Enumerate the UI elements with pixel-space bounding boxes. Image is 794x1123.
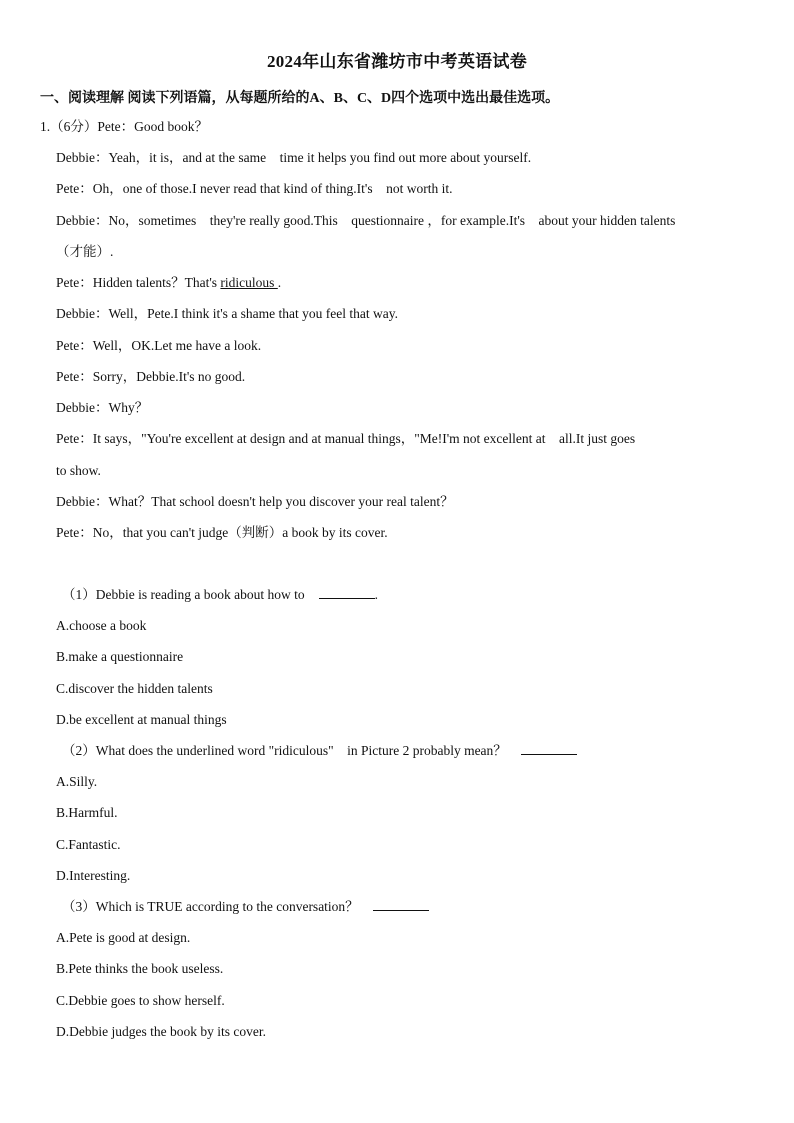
dialogue-line: Pete：It says，"You're excellent at design and at manual things，"Me!I'm not excellent at all.It just goes [56, 431, 636, 446]
question-number: 1.（6分）Pete：Good book？ [40, 119, 208, 134]
dialogue-text: . [277, 275, 282, 290]
subquestion-1-stem [62, 586, 378, 604]
option-a: A.choose a book [56, 618, 147, 633]
stem-suffix: . [374, 587, 378, 602]
option-b: B.make a questionnaire [56, 649, 184, 664]
dialogue-line: Debbie：Well，Pete.I think it's a shame that you feel that way. [56, 306, 399, 321]
dialogue-line: Debbie：What？That school doesn't help you discover your real talent？ [56, 494, 454, 509]
dialogue-line: Pete：Oh，one of those.I never read that kind of thing.It's not worth it. [56, 181, 453, 196]
page-title: 2024年山东省潍坊市中考英语试卷 [266, 52, 528, 71]
option-b: B.Pete thinks the book useless. [56, 961, 224, 976]
stem-text: （1）Debbie is reading a book about how to [62, 587, 305, 602]
answer-blank[interactable] [521, 742, 577, 755]
dialogue-line: Debbie：No，sometimes they're really good.This questionnaire ，for example.It's about your hidden talents [56, 213, 676, 228]
dialogue-line: Pete：Well，OK.Let me have a look. [56, 338, 262, 353]
answer-blank[interactable] [319, 586, 375, 599]
stem-text: （2）What does the underlined word "ridiculous" in Picture 2 probably mean？ [62, 743, 507, 758]
option-a: A.Silly. [56, 774, 98, 789]
underlined-word: ridiculous [220, 275, 278, 290]
answer-blank[interactable] [373, 898, 429, 911]
dialogue-line: Pete：Sorry，Debbie.It's no good. [56, 369, 246, 384]
dialogue-text: Pete：Hidden talents？That's [56, 275, 221, 290]
dialogue-line: Pete：No，that you can't judge（判断）a book by its cover. [56, 525, 388, 540]
option-d: D.Debbie judges the book by its cover. [56, 1024, 266, 1039]
section-heading: 一、阅读理解 阅读下列语篇，从每题所给的A、B、C、D四个选项中选出最佳选项。 [40, 91, 560, 106]
option-d: D.Interesting. [56, 868, 131, 883]
dialogue-line [56, 274, 281, 292]
option-c: C.discover the hidden talents [56, 681, 213, 696]
option-d: D.be excellent at manual things [56, 712, 227, 727]
option-b: B.Harmful. [56, 805, 118, 820]
dialogue-line: Debbie：Why？ [56, 400, 149, 415]
subquestion-2-stem [62, 742, 577, 760]
dialogue-line: Debbie：Yeah，it is，and at the same time it helps you find out more about yourself. [56, 150, 532, 165]
dialogue-line: （才能）. [56, 244, 114, 259]
option-c: C.Debbie goes to show herself. [56, 993, 225, 1008]
option-a: A.Pete is good at design. [56, 930, 191, 945]
subquestion-3-stem [62, 898, 429, 916]
dialogue-line: to show. [56, 463, 101, 478]
stem-text: （3）Which is TRUE according to the conversation？ [62, 899, 359, 914]
option-c: C.Fantastic. [56, 837, 121, 852]
